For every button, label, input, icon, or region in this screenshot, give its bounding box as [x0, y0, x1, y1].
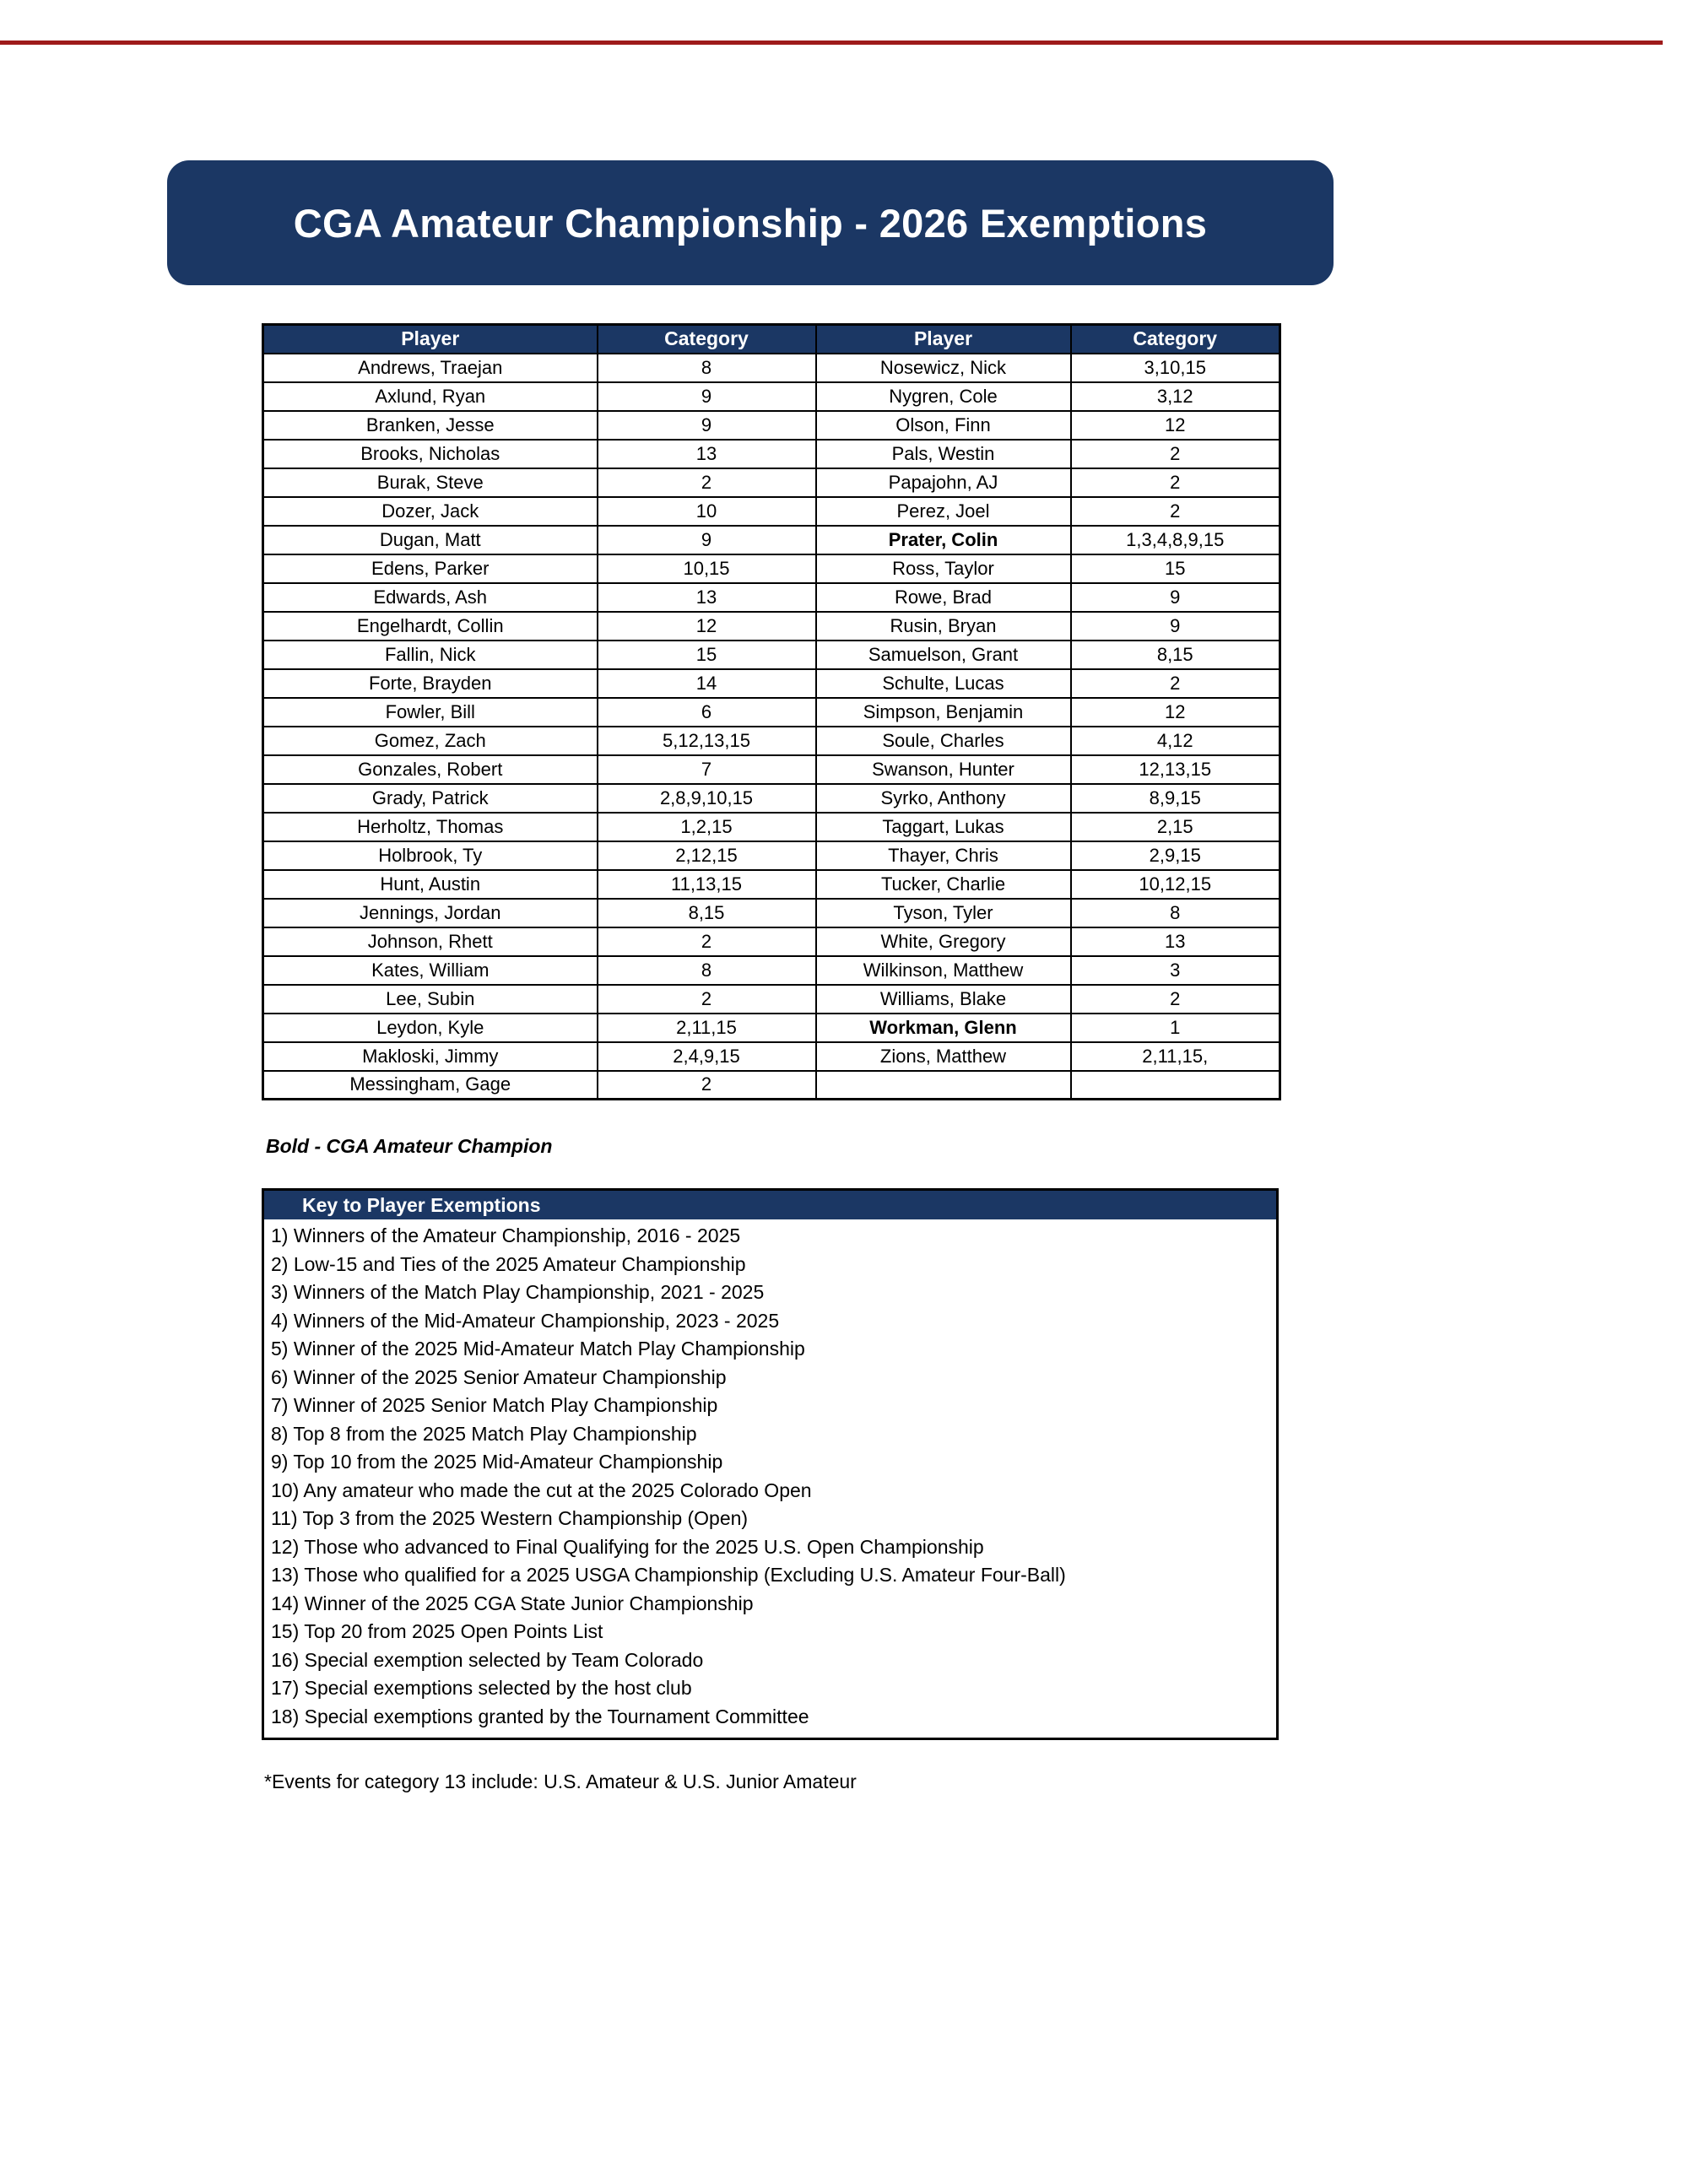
- key-item: 5) Winner of the 2025 Mid-Amateur Match Play Championship: [271, 1338, 805, 1360]
- category-cell: 8: [598, 956, 816, 985]
- player-cell: Branken, Jesse: [263, 411, 598, 440]
- table-row: [263, 1042, 1280, 1071]
- player-cell: Nygren, Cole: [816, 382, 1071, 411]
- top-red-rule: [0, 41, 1663, 45]
- table-row: [263, 1014, 1280, 1042]
- category-cell: 2,12,15: [598, 841, 816, 870]
- table-row: [263, 956, 1280, 985]
- table-row: [263, 583, 1280, 612]
- player-cell: Tyson, Tyler: [816, 899, 1071, 927]
- category-cell: 3: [1071, 956, 1280, 985]
- table-row: [263, 382, 1280, 411]
- key-item: 8) Top 8 from the 2025 Match Play Championship: [271, 1422, 697, 1445]
- category-cell: [1071, 1071, 1280, 1100]
- title-banner: [167, 160, 1334, 285]
- column-header-category-1: Category: [598, 325, 816, 354]
- key-item: 12) Those who advanced to Final Qualifying for the 2025 U.S. Open Championship: [271, 1535, 984, 1558]
- category-cell: 3,12: [1071, 382, 1280, 411]
- category-cell: 2: [1071, 497, 1280, 526]
- category-cell: 15: [598, 641, 816, 669]
- player-cell: Swanson, Hunter: [816, 755, 1071, 784]
- category-cell: 2,11,15: [598, 1014, 816, 1042]
- player-cell: Hunt, Austin: [263, 870, 598, 899]
- category-cell: 9: [1071, 583, 1280, 612]
- player-cell: Syrko, Anthony: [816, 784, 1071, 813]
- player-cell: Leydon, Kyle: [263, 1014, 598, 1042]
- key-item: 16) Special exemption selected by Team Colorado: [271, 1648, 704, 1671]
- player-cell: Engelhardt, Collin: [263, 612, 598, 641]
- table-row: [263, 813, 1280, 841]
- table-row: [263, 985, 1280, 1014]
- table-row: [263, 497, 1280, 526]
- player-cell: Gonzales, Robert: [263, 755, 598, 784]
- key-item: 13) Those who qualified for a 2025 USGA Championship (Excluding U.S. Amateur Four-Ball): [271, 1564, 1066, 1586]
- category-cell: 1,3,4,8,9,15: [1071, 526, 1280, 554]
- player-cell: Forte, Brayden: [263, 669, 598, 698]
- player-cell: Dugan, Matt: [263, 526, 598, 554]
- category-cell: 8: [1071, 899, 1280, 927]
- category-cell: 9: [1071, 612, 1280, 641]
- category-cell: 3,10,15: [1071, 354, 1280, 382]
- exemption-key-title: Key to Player Exemptions: [264, 1191, 1276, 1219]
- player-cell: Soule, Charles: [816, 727, 1071, 755]
- table-header-row: [263, 325, 1280, 354]
- table-row: [263, 899, 1280, 927]
- category-cell: 9: [598, 411, 816, 440]
- exemptions-table: [262, 323, 1281, 1100]
- table-row: [263, 641, 1280, 669]
- key-item: 1) Winners of the Amateur Championship, 2016 - 2025: [271, 1224, 741, 1246]
- player-cell: Edens, Parker: [263, 554, 598, 583]
- table-row: [263, 698, 1280, 727]
- player-cell: Rusin, Bryan: [816, 612, 1071, 641]
- table-row: [263, 468, 1280, 497]
- key-item: 15) Top 20 from 2025 Open Points List: [271, 1620, 603, 1642]
- category-cell: 2,8,9,10,15: [598, 784, 816, 813]
- category-cell: 8: [598, 354, 816, 382]
- table-row: [263, 927, 1280, 956]
- player-cell: Papajohn, AJ: [816, 468, 1071, 497]
- category-cell: 6: [598, 698, 816, 727]
- key-item: 11) Top 3 from the 2025 Western Championship (Open): [271, 1507, 749, 1529]
- table-row: [263, 411, 1280, 440]
- player-cell: Lee, Subin: [263, 985, 598, 1014]
- category-cell: 12,13,15: [1071, 755, 1280, 784]
- player-cell: Samuelson, Grant: [816, 641, 1071, 669]
- category-cell: 7: [598, 755, 816, 784]
- category-cell: 5,12,13,15: [598, 727, 816, 755]
- player-cell: Wilkinson, Matthew: [816, 956, 1071, 985]
- table-row: [263, 440, 1280, 468]
- player-cell: Messingham, Gage: [263, 1071, 598, 1100]
- category-cell: 10,12,15: [1071, 870, 1280, 899]
- category-cell: 12: [1071, 698, 1280, 727]
- exemptions-table-body: [263, 354, 1280, 1100]
- category-cell: 8,9,15: [1071, 784, 1280, 813]
- player-cell: Simpson, Benjamin: [816, 698, 1071, 727]
- table-row: [263, 870, 1280, 899]
- player-cell: Thayer, Chris: [816, 841, 1071, 870]
- player-cell: Schulte, Lucas: [816, 669, 1071, 698]
- key-item: 2) Low-15 and Ties of the 2025 Amateur Championship: [271, 1252, 746, 1275]
- key-item: 14) Winner of the 2025 CGA State Junior Championship: [271, 1592, 754, 1614]
- table-row: [263, 1071, 1280, 1100]
- player-cell: Pals, Westin: [816, 440, 1071, 468]
- category-cell: 9: [598, 526, 816, 554]
- category-cell: 2,9,15: [1071, 841, 1280, 870]
- category-cell: 2: [1071, 669, 1280, 698]
- table-row: [263, 554, 1280, 583]
- key-item: 7) Winner of 2025 Senior Match Play Championship: [271, 1394, 718, 1416]
- player-cell: Brooks, Nicholas: [263, 440, 598, 468]
- player-cell: Tucker, Charlie: [816, 870, 1071, 899]
- category-cell: 1: [1071, 1014, 1280, 1042]
- category-cell: 13: [598, 583, 816, 612]
- player-cell: Jennings, Jordan: [263, 899, 598, 927]
- table-row: [263, 669, 1280, 698]
- category-cell: 8,15: [598, 899, 816, 927]
- player-cell: Herholtz, Thomas: [263, 813, 598, 841]
- player-cell: Taggart, Lukas: [816, 813, 1071, 841]
- table-row: [263, 526, 1280, 554]
- player-cell: Burak, Steve: [263, 468, 598, 497]
- table-row: [263, 755, 1280, 784]
- player-cell: Nosewicz, Nick: [816, 354, 1071, 382]
- category-cell: 8,15: [1071, 641, 1280, 669]
- player-cell: Olson, Finn: [816, 411, 1071, 440]
- player-cell: Williams, Blake: [816, 985, 1071, 1014]
- category-cell: 1,2,15: [598, 813, 816, 841]
- category-cell: 13: [598, 440, 816, 468]
- category-cell: 12: [1071, 411, 1280, 440]
- column-header-category-2: Category: [1071, 325, 1280, 354]
- player-cell: Andrews, Traejan: [263, 354, 598, 382]
- category-cell: 10,15: [598, 554, 816, 583]
- player-cell: Fallin, Nick: [263, 641, 598, 669]
- player-cell: Perez, Joel: [816, 497, 1071, 526]
- key-item: 18) Special exemptions granted by the Tournament Committee: [271, 1705, 809, 1727]
- key-item: 4) Winners of the Mid-Amateur Championship, 2023 - 2025: [271, 1309, 780, 1332]
- table-row: [263, 841, 1280, 870]
- category-cell: 2,15: [1071, 813, 1280, 841]
- table-row: [263, 354, 1280, 382]
- player-cell: Kates, William: [263, 956, 598, 985]
- category-cell: 2: [598, 1071, 816, 1100]
- table-row: [263, 727, 1280, 755]
- category-cell: 2: [598, 927, 816, 956]
- player-cell: Rowe, Brad: [816, 583, 1071, 612]
- table-row: [263, 612, 1280, 641]
- key-item: 3) Winners of the Match Play Championship, 2021 - 2025: [271, 1281, 765, 1303]
- category-cell: 2,11,15,: [1071, 1042, 1280, 1071]
- category-cell: 4,12: [1071, 727, 1280, 755]
- player-cell: Workman, Glenn: [816, 1014, 1071, 1042]
- exemption-key-list: [264, 1219, 1276, 1738]
- category-cell: 14: [598, 669, 816, 698]
- key-item: 17) Special exemptions selected by the host club: [271, 1677, 692, 1699]
- player-cell: Fowler, Bill: [263, 698, 598, 727]
- player-cell: Zions, Matthew: [816, 1042, 1071, 1071]
- player-cell: [816, 1071, 1071, 1100]
- category-13-footnote: *Events for category 13 include: U.S. Amateur & U.S. Junior Amateur: [264, 1770, 857, 1792]
- player-cell: Holbrook, Ty: [263, 841, 598, 870]
- bold-legend-note: Bold - CGA Amateur Champion: [266, 1135, 553, 1157]
- player-cell: Johnson, Rhett: [263, 927, 598, 956]
- exemption-key-box: [262, 1188, 1279, 1740]
- page-title: CGA Amateur Championship - 2026 Exemptions: [293, 200, 1208, 246]
- category-cell: 2: [598, 985, 816, 1014]
- category-cell: 2: [1071, 440, 1280, 468]
- category-cell: 2,4,9,15: [598, 1042, 816, 1071]
- key-item: 6) Winner of the 2025 Senior Amateur Championship: [271, 1365, 727, 1388]
- player-cell: Axlund, Ryan: [263, 382, 598, 411]
- key-item: 9) Top 10 from the 2025 Mid-Amateur Championship: [271, 1451, 723, 1473]
- table-row: [263, 784, 1280, 813]
- player-cell: Prater, Colin: [816, 526, 1071, 554]
- key-item: 10) Any amateur who made the cut at the 2025 Colorado Open: [271, 1479, 812, 1501]
- column-header-player-2: Player: [816, 325, 1071, 354]
- category-cell: 2: [598, 468, 816, 497]
- category-cell: 13: [1071, 927, 1280, 956]
- column-header-player-1: Player: [263, 325, 598, 354]
- category-cell: 9: [598, 382, 816, 411]
- category-cell: 12: [598, 612, 816, 641]
- player-cell: Edwards, Ash: [263, 583, 598, 612]
- player-cell: Dozer, Jack: [263, 497, 598, 526]
- category-cell: 11,13,15: [598, 870, 816, 899]
- category-cell: 10: [598, 497, 816, 526]
- player-cell: Ross, Taylor: [816, 554, 1071, 583]
- player-cell: Makloski, Jimmy: [263, 1042, 598, 1071]
- category-cell: 15: [1071, 554, 1280, 583]
- player-cell: Grady, Patrick: [263, 784, 598, 813]
- player-cell: White, Gregory: [816, 927, 1071, 956]
- category-cell: 2: [1071, 468, 1280, 497]
- player-cell: Gomez, Zach: [263, 727, 598, 755]
- category-cell: 2: [1071, 985, 1280, 1014]
